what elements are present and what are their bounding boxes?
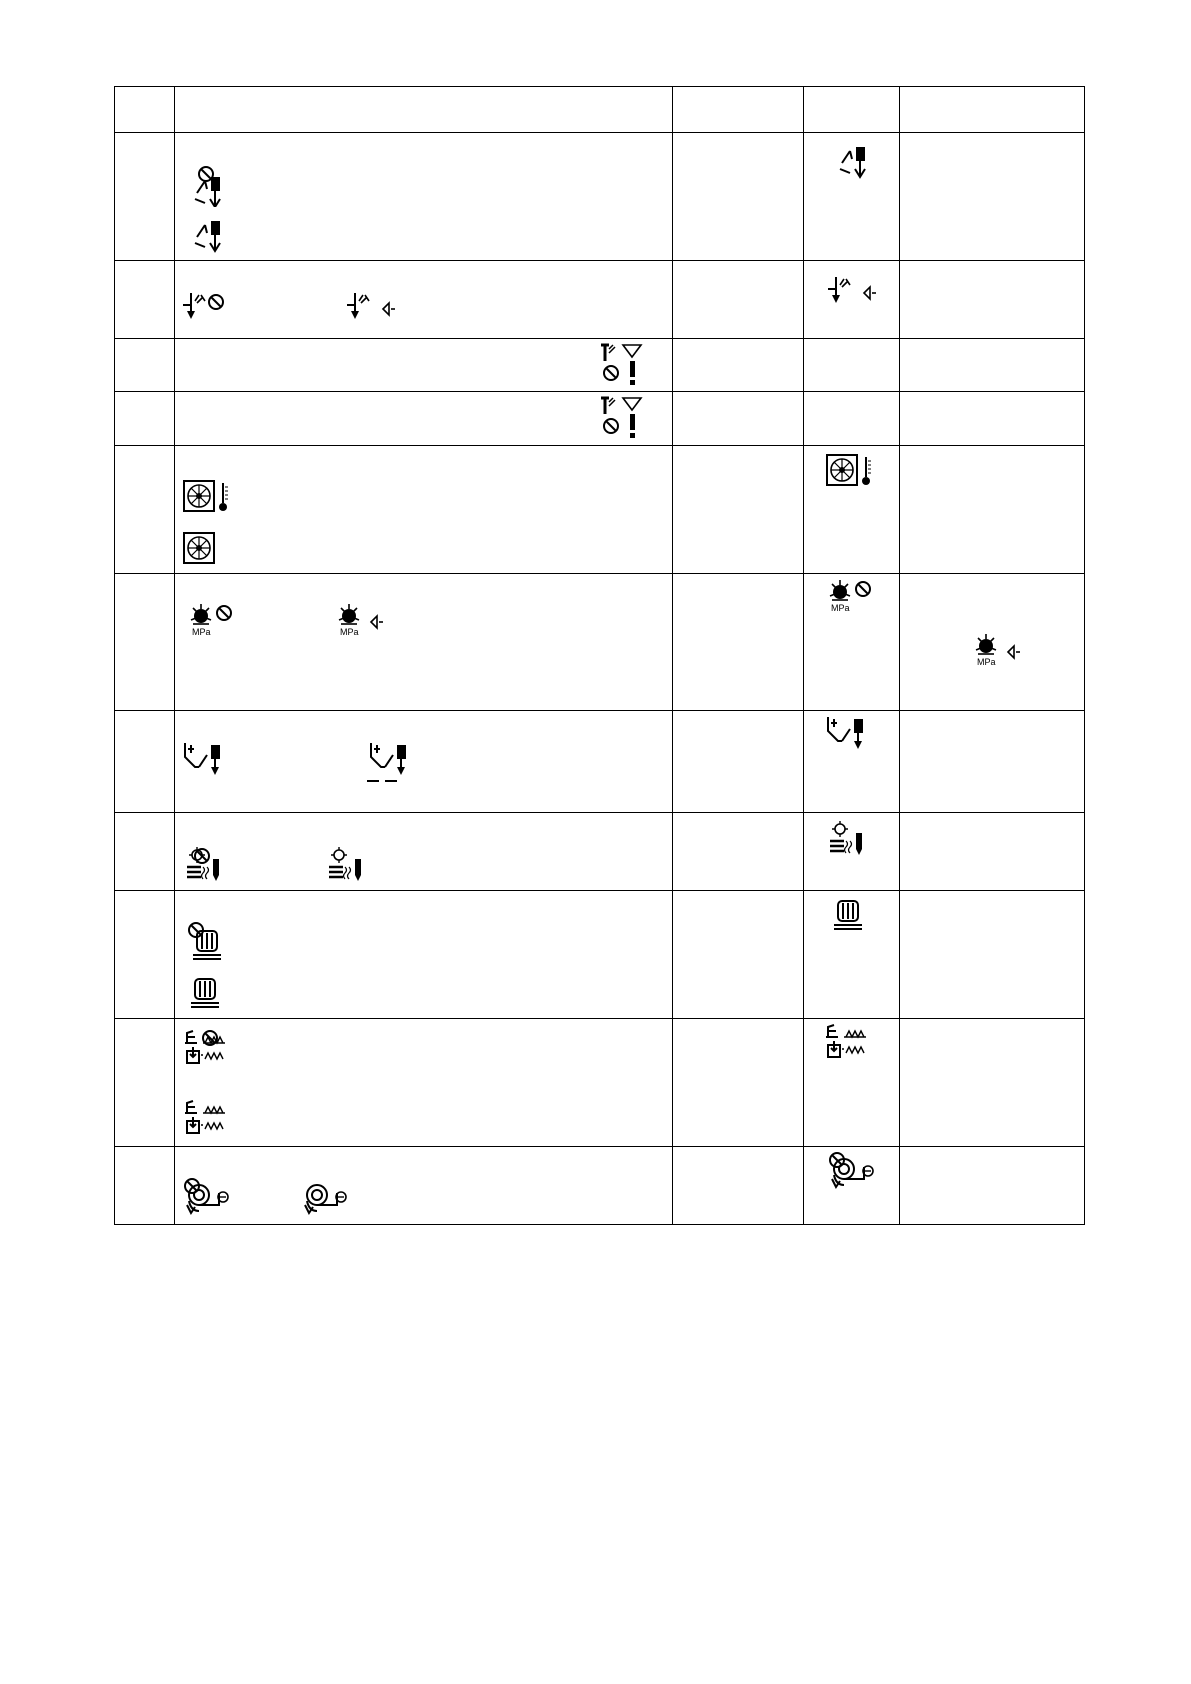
table-row: [115, 891, 1085, 1019]
thread-break-warning-icon: [601, 396, 647, 442]
header-cell-item: [175, 87, 673, 133]
table-row: [115, 1019, 1085, 1147]
table-row: [115, 446, 1085, 574]
header-cell-range: [673, 87, 804, 133]
needle-heat-off-icon: [189, 165, 229, 207]
table-row: [115, 1147, 1085, 1225]
thread-break-sound-icon: [828, 275, 880, 309]
table-row: [115, 711, 1085, 813]
presser-foot-needle-up-icon: [365, 741, 415, 785]
cooler-off-icon: [185, 847, 225, 885]
header-cell-notes: [900, 87, 1085, 133]
bobbin-winder-off-icon: [828, 1151, 878, 1191]
air-pressure-off-icon: [826, 578, 878, 614]
motor-icon: [189, 975, 225, 1011]
air-pressure-sound-icon: [335, 602, 387, 638]
table-row: [115, 339, 1085, 392]
thread-break-warning-icon: [601, 343, 647, 389]
settings-table: [114, 86, 1085, 1225]
air-pressure-sound-icon: [972, 632, 1024, 668]
thread-break-sound-icon: [347, 291, 399, 325]
table-row: [115, 392, 1085, 446]
thread-break-off-icon: [183, 291, 233, 325]
fan-temperature-icon: [826, 454, 878, 488]
cooler-icon: [327, 847, 367, 885]
feed-spring-off-icon: [185, 1029, 235, 1069]
table-row: [115, 813, 1085, 891]
fan-temperature-icon: [183, 480, 235, 514]
table-row: [115, 261, 1085, 339]
motor-off-icon: [187, 921, 227, 961]
bobbin-winder-icon: [301, 1177, 351, 1217]
feed-spring-icon: [826, 1023, 876, 1063]
needle-heat-icon: [189, 215, 229, 255]
table-row: [115, 133, 1085, 261]
needle-heat-icon: [834, 141, 874, 181]
header-cell-no: [115, 87, 175, 133]
fan-icon: [183, 532, 217, 566]
cooler-icon: [828, 821, 868, 859]
air-pressure-off-icon: [187, 602, 239, 638]
feed-spring-icon: [185, 1099, 235, 1139]
bobbin-winder-off-icon: [183, 1177, 233, 1217]
header-cell-default: [804, 87, 900, 133]
presser-foot-needle-icon: [826, 715, 870, 755]
table-row: [115, 574, 1085, 711]
presser-foot-needle-icon: [183, 741, 227, 781]
table-header-row: [115, 87, 1085, 133]
motor-icon: [832, 897, 868, 933]
